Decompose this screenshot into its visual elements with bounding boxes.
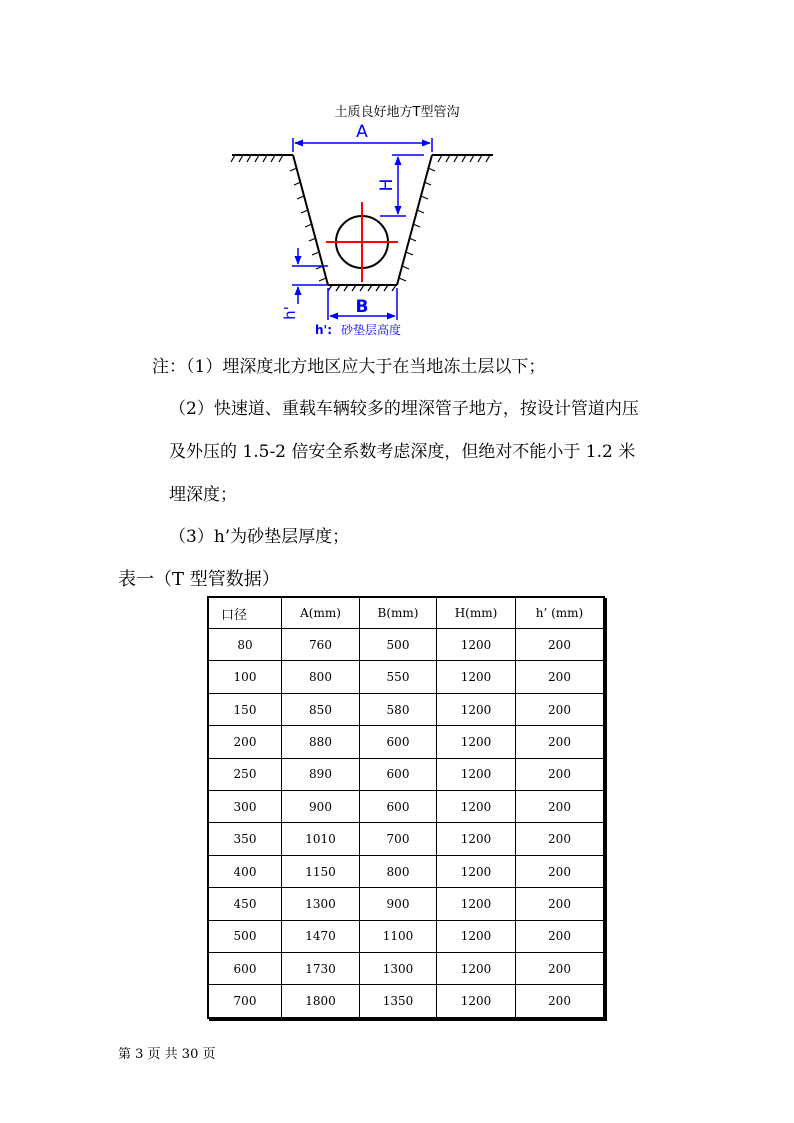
dimension-h-prime-label: h' <box>281 306 299 320</box>
table-row <box>208 888 604 920</box>
table-row <box>208 629 604 661</box>
table-cell: 700 <box>360 823 437 855</box>
table-cell: 1200 <box>437 791 516 823</box>
table-row <box>208 985 604 1018</box>
table-cell: 1200 <box>437 953 516 985</box>
table-header-row <box>208 597 604 629</box>
table-row <box>208 823 604 855</box>
ground-line-right <box>432 155 493 162</box>
note-line-1: 注：（1）埋深度北方地区应大于在当地冻土层以下； <box>152 357 546 377</box>
table-cell: 1150 <box>282 855 360 887</box>
table-cell: 1300 <box>282 888 360 920</box>
table-cell: 600 <box>208 953 282 985</box>
table-cell: 80 <box>208 629 282 661</box>
table-row <box>208 661 604 693</box>
table-cell: 1100 <box>360 920 437 952</box>
table-cell: 900 <box>360 888 437 920</box>
table-cell: 1200 <box>437 661 516 693</box>
table-cell: 200 <box>516 985 605 1018</box>
legend-text: 砂垫层高度 <box>341 323 402 337</box>
table-cell: 200 <box>516 726 605 758</box>
table-cell: 200 <box>516 953 605 985</box>
table-cell: 200 <box>516 629 605 661</box>
table-cell: 500 <box>360 629 437 661</box>
table-row <box>208 855 604 887</box>
table-cell: 200 <box>516 791 605 823</box>
table-cell: 880 <box>282 726 360 758</box>
table-cell: 1200 <box>437 855 516 887</box>
table-cell: 1730 <box>282 953 360 985</box>
ground-line-left <box>231 155 293 162</box>
table-row <box>208 758 604 790</box>
table-cell: 900 <box>282 791 360 823</box>
table-cell: 1010 <box>282 823 360 855</box>
table-caption: 表一（T 型管数据） <box>118 569 280 590</box>
trench-diagram <box>220 118 510 348</box>
header-diameter: 口径 <box>208 597 282 629</box>
dimension-h-prime <box>292 248 328 304</box>
dimension-b-label: B <box>355 297 369 317</box>
table-cell: 450 <box>208 888 282 920</box>
diagram-title: 土质良好地方T型管沟 <box>334 105 460 120</box>
table-row <box>208 791 604 823</box>
table-cell: 1300 <box>360 953 437 985</box>
pipe-center-crosshair <box>326 202 398 282</box>
table-cell: 580 <box>360 693 437 725</box>
table-cell: 600 <box>360 758 437 790</box>
table-cell: 700 <box>208 985 282 1018</box>
table-cell: 350 <box>208 823 282 855</box>
table-cell: 100 <box>208 661 282 693</box>
dimension-a-label: A <box>356 122 368 142</box>
table-cell: 1200 <box>437 888 516 920</box>
note-line-2: （2）快速道、重载车辆较多的埋深管子地方，按设计管道内压 <box>169 399 639 419</box>
table-row <box>208 693 604 725</box>
pipe-data-table <box>207 596 605 1019</box>
note-line-3: 及外压的 1.5-2 倍安全系数考虑深度，但绝对不能小于 1.2 米 <box>169 442 636 462</box>
dimension-h-label: H <box>377 178 397 192</box>
table-cell: 150 <box>208 693 282 725</box>
table-cell: 760 <box>282 629 360 661</box>
table-cell: 200 <box>516 920 605 952</box>
table-cell: 550 <box>360 661 437 693</box>
table-cell: 850 <box>282 693 360 725</box>
table-cell: 200 <box>516 823 605 855</box>
table-cell: 300 <box>208 791 282 823</box>
table-cell: 600 <box>360 726 437 758</box>
table-cell: 200 <box>516 888 605 920</box>
table-cell: 200 <box>208 726 282 758</box>
table-cell: 1200 <box>437 920 516 952</box>
table-cell: 1200 <box>437 823 516 855</box>
page-footer: 第 3 页 共 30 页 <box>118 1047 216 1062</box>
header-a: A(mm) <box>282 597 360 629</box>
legend-symbol: h': <box>315 323 333 337</box>
table-cell: 800 <box>282 661 360 693</box>
table-cell: 200 <box>516 661 605 693</box>
table-cell: 250 <box>208 758 282 790</box>
table-cell: 800 <box>360 855 437 887</box>
note-line-4: 埋深度； <box>169 485 237 505</box>
table-cell: 200 <box>516 758 605 790</box>
header-b: B(mm) <box>360 597 437 629</box>
table-cell: 1350 <box>360 985 437 1018</box>
table-row <box>208 920 604 952</box>
table-cell: 890 <box>282 758 360 790</box>
table-row <box>208 953 604 985</box>
table-cell: 1200 <box>437 985 516 1018</box>
table-cell: 1200 <box>437 629 516 661</box>
table-cell: 1200 <box>437 693 516 725</box>
table-cell: 200 <box>516 855 605 887</box>
table-cell: 1470 <box>282 920 360 952</box>
table-cell: 1200 <box>437 758 516 790</box>
table-cell: 1800 <box>282 985 360 1018</box>
note-line-5: （3）h’为砂垫层厚度； <box>169 527 350 547</box>
table-cell: 1200 <box>437 726 516 758</box>
header-h-prime: h’ (mm) <box>516 597 605 629</box>
header-h: H(mm) <box>437 597 516 629</box>
table-cell: 600 <box>360 791 437 823</box>
table-body <box>208 629 604 1019</box>
table-cell: 200 <box>516 693 605 725</box>
table-row <box>208 726 604 758</box>
table-cell: 500 <box>208 920 282 952</box>
table-cell: 400 <box>208 855 282 887</box>
